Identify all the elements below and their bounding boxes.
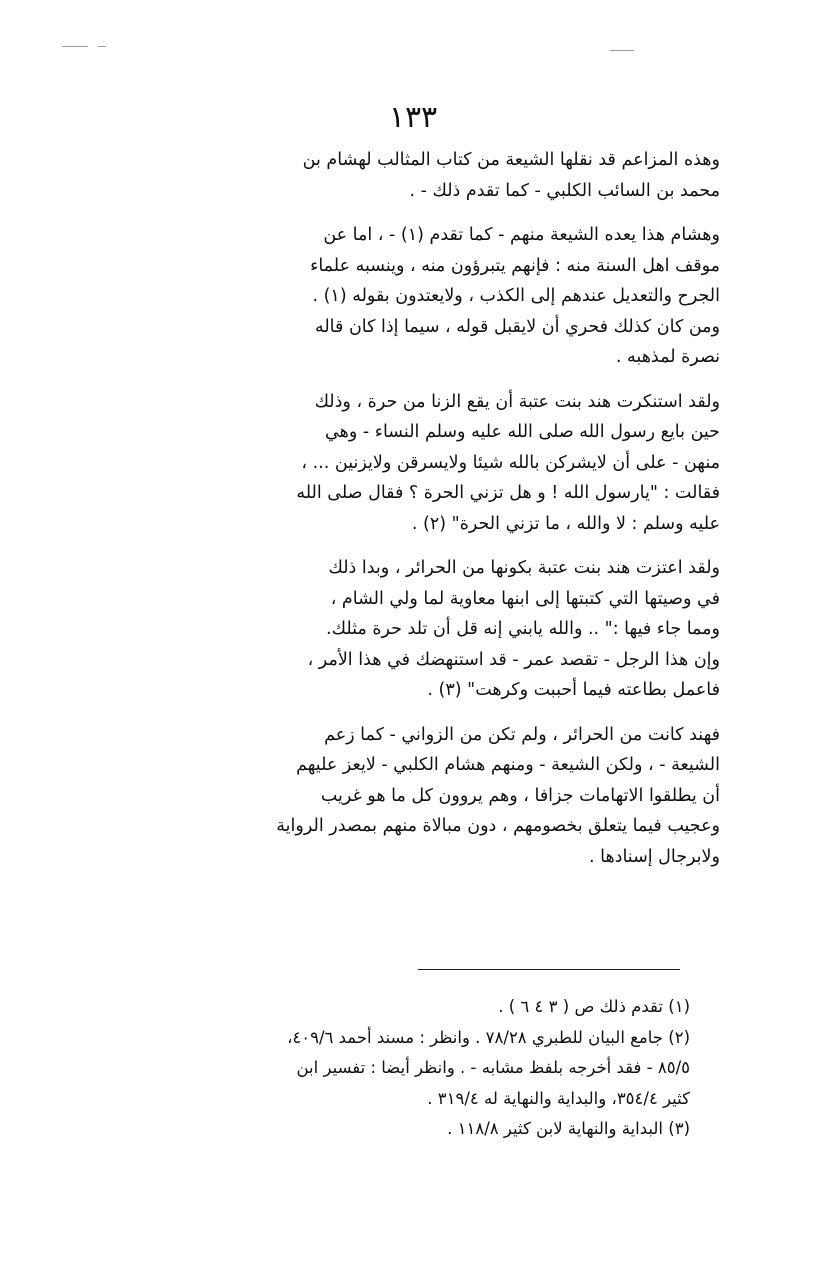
body-text xyxy=(90,145,720,886)
text-line: ولقد استنكرت هند بنت عتبة أن يقع الزنا من حرة ، وذلك xyxy=(314,391,720,412)
footnote-2: (٢) جامع البيان للطبري ٧٨/٢٨ . وانظر : مسند أحمد ٤٠٩/٦، xyxy=(287,1027,690,1047)
footnote-2-cont: كثير ٣٥٤/٤، والبداية والنهاية له ٣١٩/٤ . xyxy=(427,1088,690,1108)
text-line: ومن كان كذلك فحري أن لايقبل قوله ، سيما إذا كان قاله xyxy=(314,316,720,337)
footnote-3: (٣) البداية والنهاية لابن كثير ١١٨/٨ . xyxy=(447,1119,690,1138)
text-line: ولقد اعتزت هند بنت عتبة بكونها من الحرائر ، وبدا ذلك xyxy=(328,558,720,578)
paragraph-4 xyxy=(90,553,720,706)
text-line: الجرح والتعديل عندهم إلى الكذب ، ولايعتدون بقوله (١) . xyxy=(312,286,720,306)
footnotes xyxy=(90,992,690,1145)
footnote-divider xyxy=(418,969,680,970)
paragraph-2 xyxy=(90,220,720,373)
text-line: وهذه المزاعم قد نقلها الشيعة من كتاب المثالب لهشام بن xyxy=(302,150,720,170)
text-line: نصرة لمذهبه . xyxy=(615,347,720,367)
text-line: في وصيتها التي كتبتها إلى ابنها معاوية لما ولي الشام ، xyxy=(330,588,720,609)
text-line: حين بايع رسول الله صلى الله عليه وسلم النساء - وهي xyxy=(325,422,720,442)
text-line: موقف اهل السنة منه : فإنهم يتبرؤون منه ، وينسبه علماء xyxy=(310,255,720,276)
scan-mark-left xyxy=(62,46,88,47)
text-line: أن يطلقوا الاتهامات جزافا ، وهم يروون كل ما هو غريب xyxy=(320,785,720,806)
page-number: ١٣٣ xyxy=(388,100,438,135)
text-line: الشيعة - ، ولكن الشيعة - ومنهم هشام الكلبي - لايعز عليهم xyxy=(296,755,720,775)
paragraph-1 xyxy=(90,145,720,206)
paragraph-3 xyxy=(90,387,720,540)
text-line: منهن - على أن لايشركن بالله شيئا ولايسرقن ولايزنين ... ، xyxy=(301,452,720,473)
text-line: محمد بن السائب الكلبي - كما تقدم ذلك - . xyxy=(409,180,720,201)
footnote-2-cont: ٨٥/٥ - فقد أخرجه بلفظ مشابه - . وانظر أيضا : تفسير ابن xyxy=(296,1058,690,1077)
scan-mark-left-2 xyxy=(98,46,106,47)
text-line: فهند كانت من الحرائر ، ولم تكن من الزواني - كما زعم xyxy=(324,724,720,745)
text-line: فقالت : "يارسول الله ! و هل تزني الحرة ؟ فقال صلى الله xyxy=(296,483,720,503)
scan-mark-right xyxy=(610,50,634,51)
text-line: فاعمل بطاعته فيما أحببت وكرهت" (٣) . xyxy=(427,680,720,700)
text-line: وعجيب فيما يتعلق بخصومهم ، دون مبالاة منهم بمصدر الرواية xyxy=(276,816,720,836)
paragraph-5 xyxy=(90,720,720,873)
footnote-1: (١) تقدم ذلك ص ( ٣ ٤ ٦ ) . xyxy=(498,997,690,1016)
text-line: ومما جاء فيها :" .. والله يابني إنه قل أن تلد حرة مثلك. xyxy=(326,619,720,639)
text-line: وإن هذا الرجل - تقصد عمر - قد استنهضك في هذا الأمر ، xyxy=(307,649,720,670)
text-line: وهشام هذا يعده الشيعة منهم - كما تقدم (١) - ، اما عن xyxy=(323,225,720,245)
text-line: ولابرجال إسنادها . xyxy=(588,846,720,867)
text-line: عليه وسلم : لا والله ، ما تزني الحرة" (٢) . xyxy=(411,513,720,534)
